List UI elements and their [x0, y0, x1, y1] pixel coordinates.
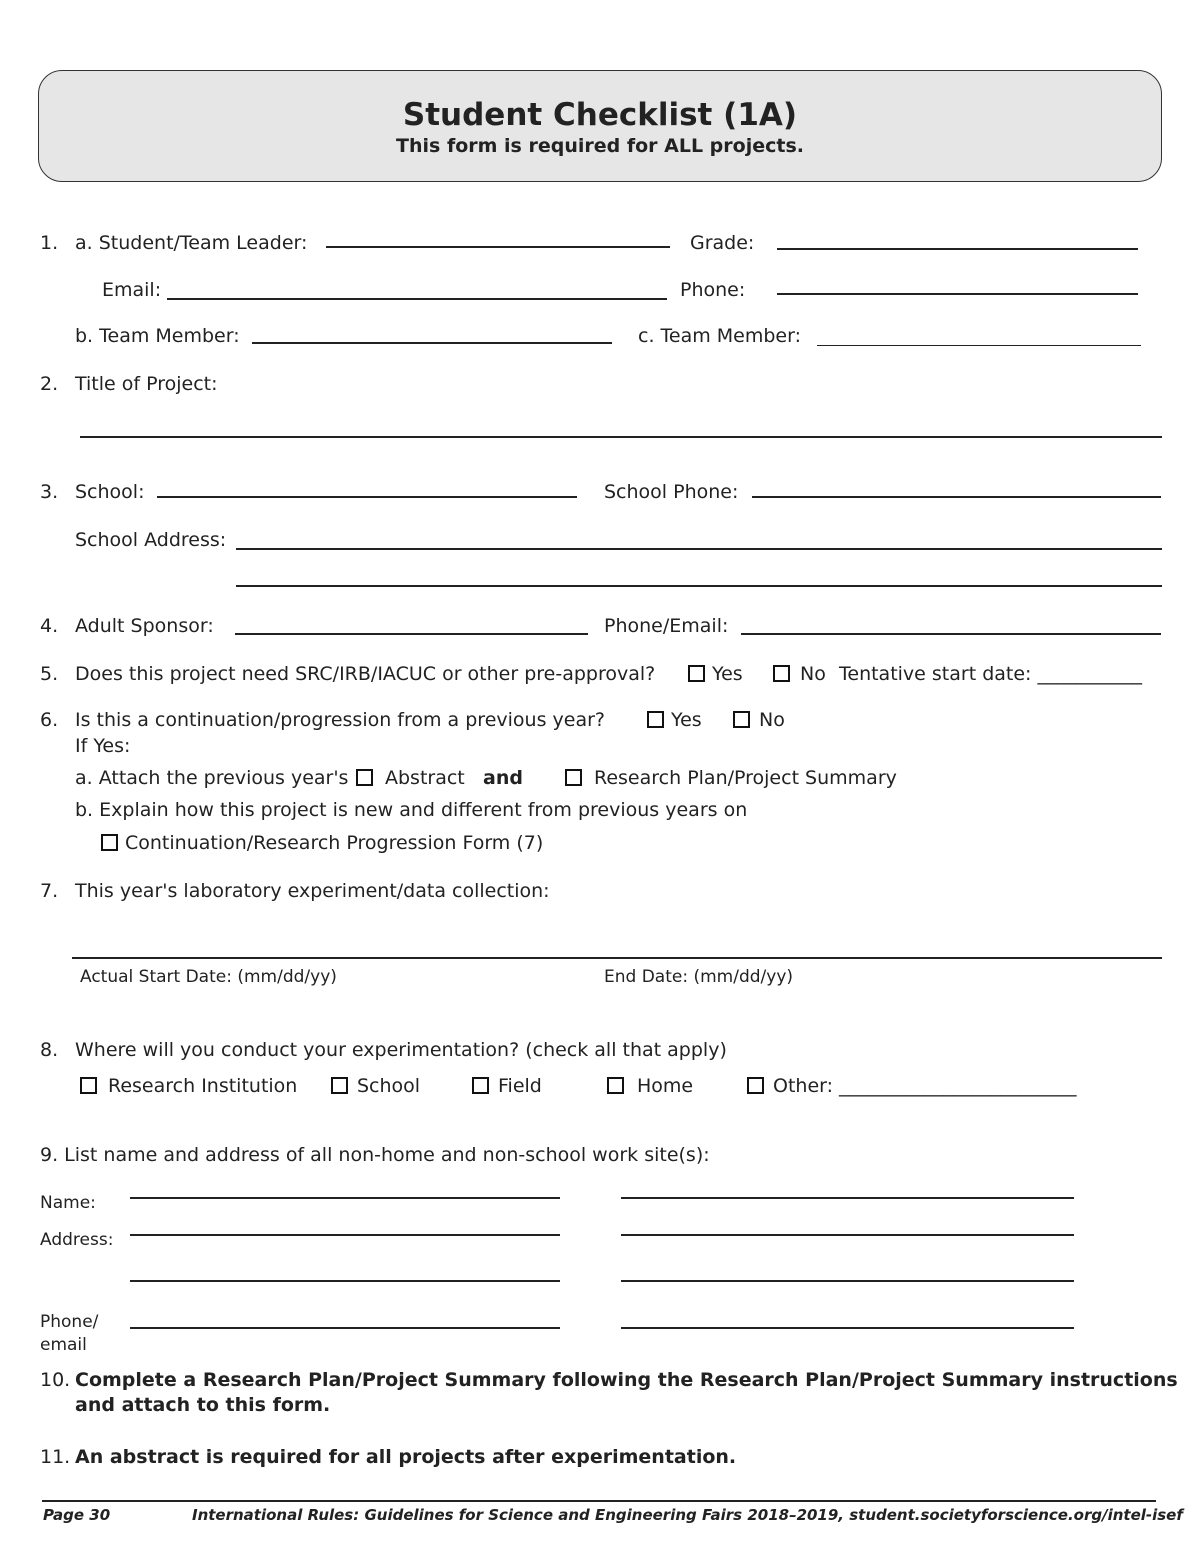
team-member-b-field[interactable] [252, 342, 612, 344]
site-name-label: Name: [40, 1193, 96, 1213]
abstract-checkbox[interactable] [356, 769, 373, 786]
q2-number: 2. [40, 373, 59, 395]
adult-sponsor-field[interactable] [235, 633, 588, 635]
school-checkbox[interactable] [331, 1077, 348, 1094]
school-option-label: School [357, 1075, 421, 1097]
other-checkbox[interactable] [747, 1077, 764, 1094]
sponsor-phone-email-field[interactable] [741, 633, 1161, 635]
team-member-c-field[interactable] [817, 345, 1141, 346]
student-leader-field[interactable] [326, 246, 670, 248]
work-sites-label: 9. List name and address of all non-home and non-school work site(s): [40, 1144, 710, 1166]
q10-number: 10. [40, 1369, 71, 1391]
continuation-no-label: No [759, 709, 785, 731]
actual-start-date-label[interactable]: Actual Start Date: (mm/dd/yy) [80, 967, 337, 987]
site1-phone-field[interactable] [130, 1327, 560, 1329]
field-checkbox[interactable] [472, 1077, 489, 1094]
school-address-field-1[interactable] [236, 548, 1162, 550]
adult-sponsor-label: Adult Sponsor: [75, 615, 214, 637]
other-option-label[interactable]: Other: _________________________ [773, 1075, 1077, 1097]
research-plan-instruction-line2: and attach to this form. [75, 1394, 331, 1416]
footer-rule [42, 1500, 1156, 1502]
team-member-b-label: b. Team Member: [75, 325, 240, 347]
q11-number: 11. [40, 1446, 71, 1468]
tentative-start-date[interactable]: Tentative start date: ___________ [839, 663, 1142, 685]
abstract-requirement: An abstract is required for all projects after experimentation. [75, 1446, 737, 1468]
abstract-label: Abstract [385, 767, 465, 789]
site1-address-field-2[interactable] [130, 1280, 560, 1282]
and-label: and [483, 767, 523, 789]
preapproval-yes-label: Yes [712, 663, 743, 685]
data-collection-rule [72, 957, 1162, 959]
preapproval-yes-checkbox[interactable] [688, 665, 705, 682]
q5-number: 5. [40, 663, 59, 685]
school-phone-field[interactable] [752, 496, 1161, 498]
email-label: Email: [102, 279, 162, 301]
school-address-label: School Address: [75, 529, 227, 551]
q3-number: 3. [40, 481, 59, 503]
phone-label: Phone: [680, 279, 746, 301]
school-field[interactable] [157, 496, 577, 498]
if-yes-label: If Yes: [75, 735, 131, 757]
q8-number: 8. [40, 1039, 59, 1061]
student-leader-label: a. Student/Team Leader: [75, 232, 308, 254]
continuation-yes-label: Yes [671, 709, 702, 731]
research-institution-checkbox[interactable] [80, 1077, 97, 1094]
site1-name-field[interactable] [130, 1197, 560, 1199]
home-option-label: Home [637, 1075, 694, 1097]
form-header [38, 70, 1162, 182]
school-phone-label: School Phone: [604, 481, 739, 503]
form-title: Student Checklist (1A) [402, 97, 798, 133]
school-label: School: [75, 481, 145, 503]
field-option-label: Field [498, 1075, 542, 1097]
footer-citation: International Rules: Guidelines for Science and Engineering Fairs 2018–2019, student.societyforscience.org/intel-isef [192, 1506, 1183, 1524]
continuation-no-checkbox[interactable] [733, 711, 750, 728]
grade-label: Grade: [690, 232, 755, 254]
research-institution-label: Research Institution [108, 1075, 298, 1097]
project-title-field[interactable] [80, 436, 1162, 438]
explain-new-label: b. Explain how this project is new and different from previous years on [75, 799, 748, 821]
continuation-yes-checkbox[interactable] [647, 711, 664, 728]
preapproval-no-label: No [800, 663, 826, 685]
q7-number: 7. [40, 880, 59, 902]
q1-number: 1. [40, 232, 59, 254]
site-phone-label-line2: email [40, 1335, 87, 1355]
preapproval-question: Does this project need SRC/IRB/IACUC or other pre-approval? [75, 663, 656, 685]
research-plan-instruction-line1: Complete a Research Plan/Project Summary following the Research Plan/Project Summary instructions [75, 1369, 1178, 1391]
phone-field[interactable] [777, 293, 1138, 295]
experimentation-location-question: Where will you conduct your experimentation? (check all that apply) [75, 1039, 727, 1061]
site2-address-field-1[interactable] [621, 1234, 1074, 1236]
page-number: Page 30 [43, 1506, 111, 1524]
email-field[interactable] [167, 298, 667, 300]
preapproval-no-checkbox[interactable] [773, 665, 790, 682]
site-phone-label-line1: Phone/ [40, 1312, 99, 1332]
q4-number: 4. [40, 615, 59, 637]
site1-address-field-1[interactable] [130, 1234, 560, 1236]
research-plan-checkbox[interactable] [565, 769, 582, 786]
site-address-label: Address: [40, 1230, 114, 1250]
attach-previous-label: a. Attach the previous year's [75, 767, 349, 789]
site2-name-field[interactable] [621, 1197, 1074, 1199]
form7-label: Continuation/Research Progression Form (7) [125, 832, 544, 854]
continuation-question: Is this a continuation/progression from a previous year? [75, 709, 605, 731]
form-subtitle: This form is required for ALL projects. [396, 135, 804, 157]
site2-address-field-2[interactable] [621, 1280, 1074, 1282]
q6-number: 6. [40, 709, 59, 731]
sponsor-phone-email-label: Phone/Email: [604, 615, 729, 637]
form7-checkbox[interactable] [101, 834, 118, 851]
grade-field[interactable] [777, 248, 1138, 250]
school-address-field-2[interactable] [236, 585, 1162, 587]
site2-phone-field[interactable] [621, 1327, 1074, 1329]
data-collection-label: This year's laboratory experiment/data collection: [75, 880, 550, 902]
project-title-label: Title of Project: [75, 373, 218, 395]
research-plan-label: Research Plan/Project Summary [594, 767, 897, 789]
team-member-c-label: c. Team Member: [638, 325, 802, 347]
end-date-label[interactable]: End Date: (mm/dd/yy) [604, 967, 794, 987]
home-checkbox[interactable] [607, 1077, 624, 1094]
